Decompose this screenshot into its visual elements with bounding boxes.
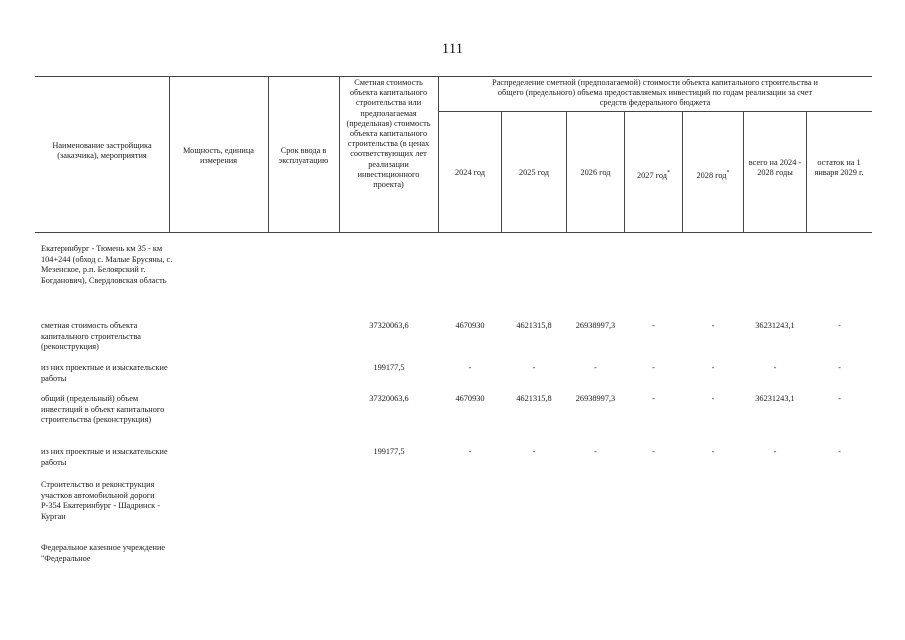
col-divider bbox=[438, 76, 439, 232]
value-total: 36231243,1 bbox=[755, 321, 795, 330]
header-term: Срок ввода в эксплуатацию bbox=[278, 146, 329, 166]
value-2028: - bbox=[711, 321, 715, 330]
header-year-2024: 2024 год bbox=[455, 168, 485, 177]
value-2027: - bbox=[652, 321, 655, 330]
value-total: - bbox=[773, 363, 777, 372]
row-label: из них проектные и изыскательские работы bbox=[41, 447, 168, 467]
value-2026: 26938997,3 bbox=[575, 321, 616, 330]
value-2024: 4670930 bbox=[455, 321, 485, 330]
col-divider bbox=[169, 76, 170, 232]
value-2027: - bbox=[652, 447, 655, 456]
value-2026: - bbox=[594, 363, 597, 372]
col-divider bbox=[806, 111, 807, 232]
project-title: Строительство и реконструкция участков автомобильной дороги Р-354 Екатеринбург - Шадринск - Курган bbox=[41, 480, 161, 521]
header-year-2028 bbox=[683, 168, 743, 181]
value-2025: - bbox=[532, 363, 536, 372]
page-number: 111 bbox=[441, 41, 464, 57]
row-label: из них проектные и изыскательские работы bbox=[41, 363, 168, 383]
header-total: всего на 2024 - 2028 годы bbox=[748, 158, 802, 178]
value-remainder: - bbox=[838, 447, 841, 456]
header-distribution: Распределение сметной (предполагаемой) стоимости объекта капитального строительства и общего (предельного) объема предоставляемых инвестиций по годам реализации за счет средств федерального бюджета bbox=[492, 78, 818, 108]
value-2025: 4621315,8 bbox=[516, 321, 552, 330]
estimate-value: 37320063,6 bbox=[369, 321, 409, 330]
value-2026: 26938997,3 bbox=[575, 394, 616, 403]
estimate-value: 199177,5 bbox=[373, 447, 405, 456]
value-2025: - bbox=[532, 447, 536, 456]
value-remainder: - bbox=[838, 321, 841, 330]
value-2024: - bbox=[468, 363, 472, 372]
header-year-2025: 2025 год bbox=[519, 168, 549, 177]
value-total: 36231243,1 bbox=[755, 394, 795, 403]
header-year-2027 bbox=[625, 168, 682, 181]
value-2025: 4621315,8 bbox=[516, 394, 552, 403]
row-label: общий (предельный) объем инвестиций в объект капитального строительства (реконструкция) bbox=[41, 394, 165, 425]
value-remainder: - bbox=[838, 363, 841, 372]
value-2027: - bbox=[652, 394, 655, 403]
value-2028: - bbox=[711, 394, 715, 403]
value-total: - bbox=[773, 447, 777, 456]
value-2024: 4670930 bbox=[455, 394, 485, 403]
year-label: 2028 год bbox=[696, 170, 727, 180]
year-label: 2027 год bbox=[637, 170, 667, 180]
estimate-value: 37320063,6 bbox=[369, 394, 409, 403]
header-estimate: Сметная стоимость объекта капитального строительства или предполагаемая (предельная) стоимость объекта капитального строительства (в ценах соответствующих лет реализации инвестиционного проекта) bbox=[346, 78, 431, 190]
value-remainder: - bbox=[838, 394, 841, 403]
value-2028: - bbox=[711, 447, 715, 456]
value-2028: - bbox=[711, 363, 715, 372]
value-2024: - bbox=[468, 447, 472, 456]
row-label: сметная стоимость объекта капитального строительства (реконструкция) bbox=[41, 321, 141, 352]
col-divider bbox=[268, 76, 269, 232]
footnote-mark: * bbox=[667, 170, 670, 176]
header-bottom-rule bbox=[35, 232, 872, 233]
header-year-2026: 2026 год bbox=[580, 168, 611, 177]
header-name: Наименование застройщика (заказчика), мероприятия bbox=[52, 141, 152, 161]
estimate-value: 199177,5 bbox=[373, 363, 405, 372]
header-capacity: Мощность, единица измерения bbox=[183, 146, 254, 166]
col-divider bbox=[743, 111, 744, 232]
object-title: Екатеринбург - Тюмень км 35 - км 104+244 (обход с. Малые Брусяны, с. Мезенское, р.п. Белоярский г. Богданович), Свердловская область bbox=[41, 244, 173, 285]
value-2026: - bbox=[594, 447, 597, 456]
footnote-mark: * bbox=[726, 170, 730, 176]
value-2027: - bbox=[652, 363, 655, 372]
customer-title: Федеральное казенное учреждение "Федеральное bbox=[41, 543, 166, 563]
col-divider bbox=[339, 76, 340, 232]
header-remainder: остаток на 1 января 2029 г. bbox=[814, 158, 864, 178]
header-top-rule bbox=[35, 76, 872, 77]
